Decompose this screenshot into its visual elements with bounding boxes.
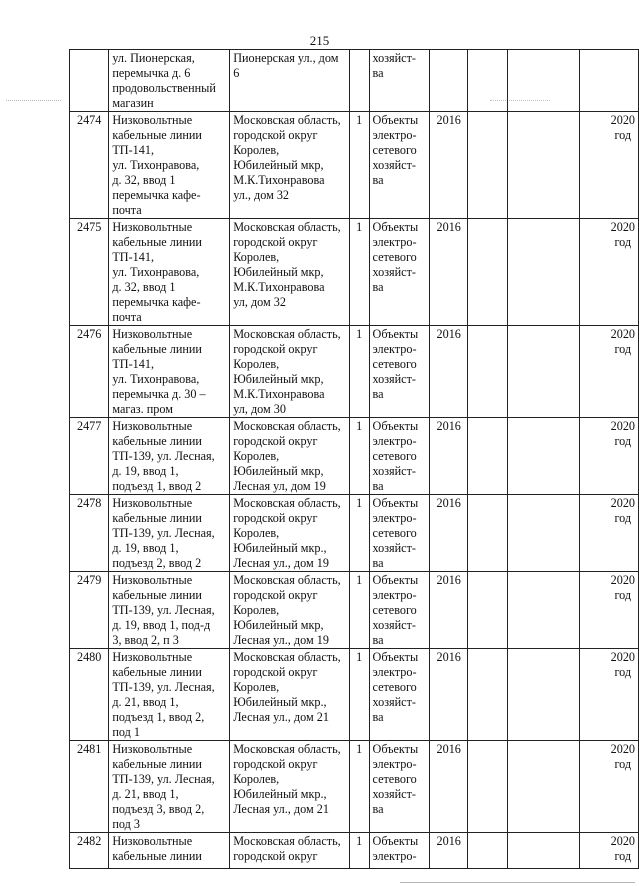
table-row (70, 50, 639, 112)
object-name: Низковольтные кабельные линии ТП-141, ул. Тихонравова, д. 32, ввод 1 перемычка кафе- почта (109, 219, 230, 326)
empty-cell (507, 326, 580, 418)
period-value: 2020 год (610, 834, 635, 863)
scan-artifact (6, 100, 61, 103)
empty-cell (507, 50, 580, 112)
commission-year: 2016 (429, 418, 468, 495)
object-quantity: 1 (349, 219, 369, 326)
object-type: Объекты электро- сетевого хозяйст- ва (369, 649, 429, 741)
object-quantity: 1 (349, 741, 369, 833)
commission-year (429, 50, 468, 112)
object-type: Объекты электро- сетевого хозяйст- ва (369, 326, 429, 418)
period-cell (580, 418, 639, 495)
object-name: Низковольтные кабельные линии ТП-139, ул. Лесная, д. 19, ввод 1, под-д 3, ввод 2, п 3 (109, 572, 230, 649)
object-address: Московская область, городской округ Королев, Юбилейный мкр., Лесная ул., дом 21 (230, 741, 350, 833)
registry-table (69, 49, 639, 869)
empty-cell (507, 572, 580, 649)
object-name: Низковольтные кабельные линии ТП-139, ул. Лесная, д. 21, ввод 1, подъезд 3, ввод 2, под 3 (109, 741, 230, 833)
empty-cell (468, 495, 507, 572)
row-number: 2480 (70, 649, 109, 741)
period-value: 2020 год (610, 113, 635, 142)
object-name: Низковольтные кабельные линии (109, 833, 230, 869)
period-value: 2020 год (610, 327, 635, 356)
empty-cell (468, 649, 507, 741)
period-cell (580, 572, 639, 649)
empty-cell (468, 572, 507, 649)
row-number: 2475 (70, 219, 109, 326)
period-cell (580, 50, 639, 112)
row-number: 2482 (70, 833, 109, 869)
object-type: хозяйст- ва (369, 50, 429, 112)
table-row (70, 741, 639, 833)
object-type: Объекты электро- сетевого хозяйст- ва (369, 741, 429, 833)
object-address: Московская область, городской округ Королев, Юбилейный мкр, Лесная ул, дом 19 (230, 418, 350, 495)
object-type: Объекты электро- сетевого хозяйст- ва (369, 495, 429, 572)
row-number: 2476 (70, 326, 109, 418)
commission-year: 2016 (429, 112, 468, 219)
object-type: Объекты электро- (369, 833, 429, 869)
object-name: Низковольтные кабельные линии ТП-139, ул. Лесная, д. 19, ввод 1, подъезд 1, ввод 2 (109, 418, 230, 495)
empty-cell (468, 833, 507, 869)
empty-cell (468, 418, 507, 495)
object-address: Московская область, городской округ Королев, Юбилейный мкр., Лесная ул., дом 19 (230, 495, 350, 572)
object-name: ул. Пионерская, перемычка д. 6 продовольственный магазин (109, 50, 230, 112)
object-address: Московская область, городской округ Королев, Юбилейный мкр, М.К.Тихонравова ул., дом 32 (230, 112, 350, 219)
table-row (70, 112, 639, 219)
period-value: 2020 год (610, 419, 635, 448)
table-body (70, 50, 639, 869)
object-address: Московская область, городской округ Королев, Юбилейный мкр, М.К.Тихонравова ул, дом 30 (230, 326, 350, 418)
empty-cell (468, 219, 507, 326)
object-quantity: 1 (349, 112, 369, 219)
period-cell (580, 833, 639, 869)
empty-cell (507, 833, 580, 869)
table-row (70, 495, 639, 572)
object-name: Низковольтные кабельные линии ТП-139, ул. Лесная, д. 21, ввод 1, подъезд 1, ввод 2, под 1 (109, 649, 230, 741)
period-value: 2020 год (610, 220, 635, 249)
row-number: 2477 (70, 418, 109, 495)
row-number: 2474 (70, 112, 109, 219)
object-type: Объекты электро- сетевого хозяйст- ва (369, 572, 429, 649)
object-name: Низковольтные кабельные линии ТП-141, ул. Тихонравова, д. 32, ввод 1 перемычка кафе- почта (109, 112, 230, 219)
page-number: 215 (309, 33, 330, 48)
object-address: Московская область, городской округ Королев, Юбилейный мкр, Лесная ул., дом 19 (230, 572, 350, 649)
object-address: Московская область, городской округ Королев, Юбилейный мкр, М.К.Тихонравова ул, дом 32 (230, 219, 350, 326)
empty-cell (507, 418, 580, 495)
object-name: Низковольтные кабельные линии ТП-141, ул. Тихонравова, перемычка д. 30 – магаз. пром (109, 326, 230, 418)
period-value: 2020 год (610, 573, 635, 602)
object-name: Низковольтные кабельные линии ТП-139, ул. Лесная, д. 19, ввод 1, подъезд 2, ввод 2 (109, 495, 230, 572)
period-cell (580, 112, 639, 219)
table-row (70, 326, 639, 418)
object-type: Объекты электро- сетевого хозяйст- ва (369, 418, 429, 495)
empty-cell (468, 50, 507, 112)
empty-cell (468, 741, 507, 833)
period-cell (580, 326, 639, 418)
object-type: Объекты электро- сетевого хозяйст- ва (369, 112, 429, 219)
object-address: Московская область, городской округ Королев, Юбилейный мкр., Лесная ул., дом 21 (230, 649, 350, 741)
commission-year: 2016 (429, 833, 468, 869)
table-row (70, 418, 639, 495)
row-number: 2481 (70, 741, 109, 833)
empty-cell (507, 495, 580, 572)
period-cell (580, 741, 639, 833)
row-number (70, 50, 109, 112)
object-quantity: 1 (349, 833, 369, 869)
commission-year: 2016 (429, 219, 468, 326)
empty-cell (507, 219, 580, 326)
object-quantity (349, 50, 369, 112)
commission-year: 2016 (429, 326, 468, 418)
row-number: 2478 (70, 495, 109, 572)
period-cell (580, 219, 639, 326)
bottom-border (400, 882, 635, 883)
table-row (70, 572, 639, 649)
empty-cell (468, 112, 507, 219)
period-cell (580, 495, 639, 572)
period-value: 2020 год (610, 742, 635, 771)
commission-year: 2016 (429, 495, 468, 572)
commission-year: 2016 (429, 741, 468, 833)
table-row (70, 649, 639, 741)
object-quantity: 1 (349, 649, 369, 741)
empty-cell (507, 741, 580, 833)
object-quantity: 1 (349, 418, 369, 495)
empty-cell (468, 326, 507, 418)
object-quantity: 1 (349, 495, 369, 572)
object-quantity: 1 (349, 326, 369, 418)
empty-cell (507, 112, 580, 219)
commission-year: 2016 (429, 572, 468, 649)
object-quantity: 1 (349, 572, 369, 649)
period-value: 2020 год (610, 650, 635, 679)
object-type: Объекты электро- сетевого хозяйст- ва (369, 219, 429, 326)
table-row (70, 219, 639, 326)
object-address: Московская область, городской округ (230, 833, 350, 869)
object-address: Пионерская ул., дом 6 (230, 50, 350, 112)
commission-year: 2016 (429, 649, 468, 741)
table-row (70, 833, 639, 869)
row-number: 2479 (70, 572, 109, 649)
period-cell (580, 649, 639, 741)
period-value: 2020 год (610, 496, 635, 525)
empty-cell (507, 649, 580, 741)
